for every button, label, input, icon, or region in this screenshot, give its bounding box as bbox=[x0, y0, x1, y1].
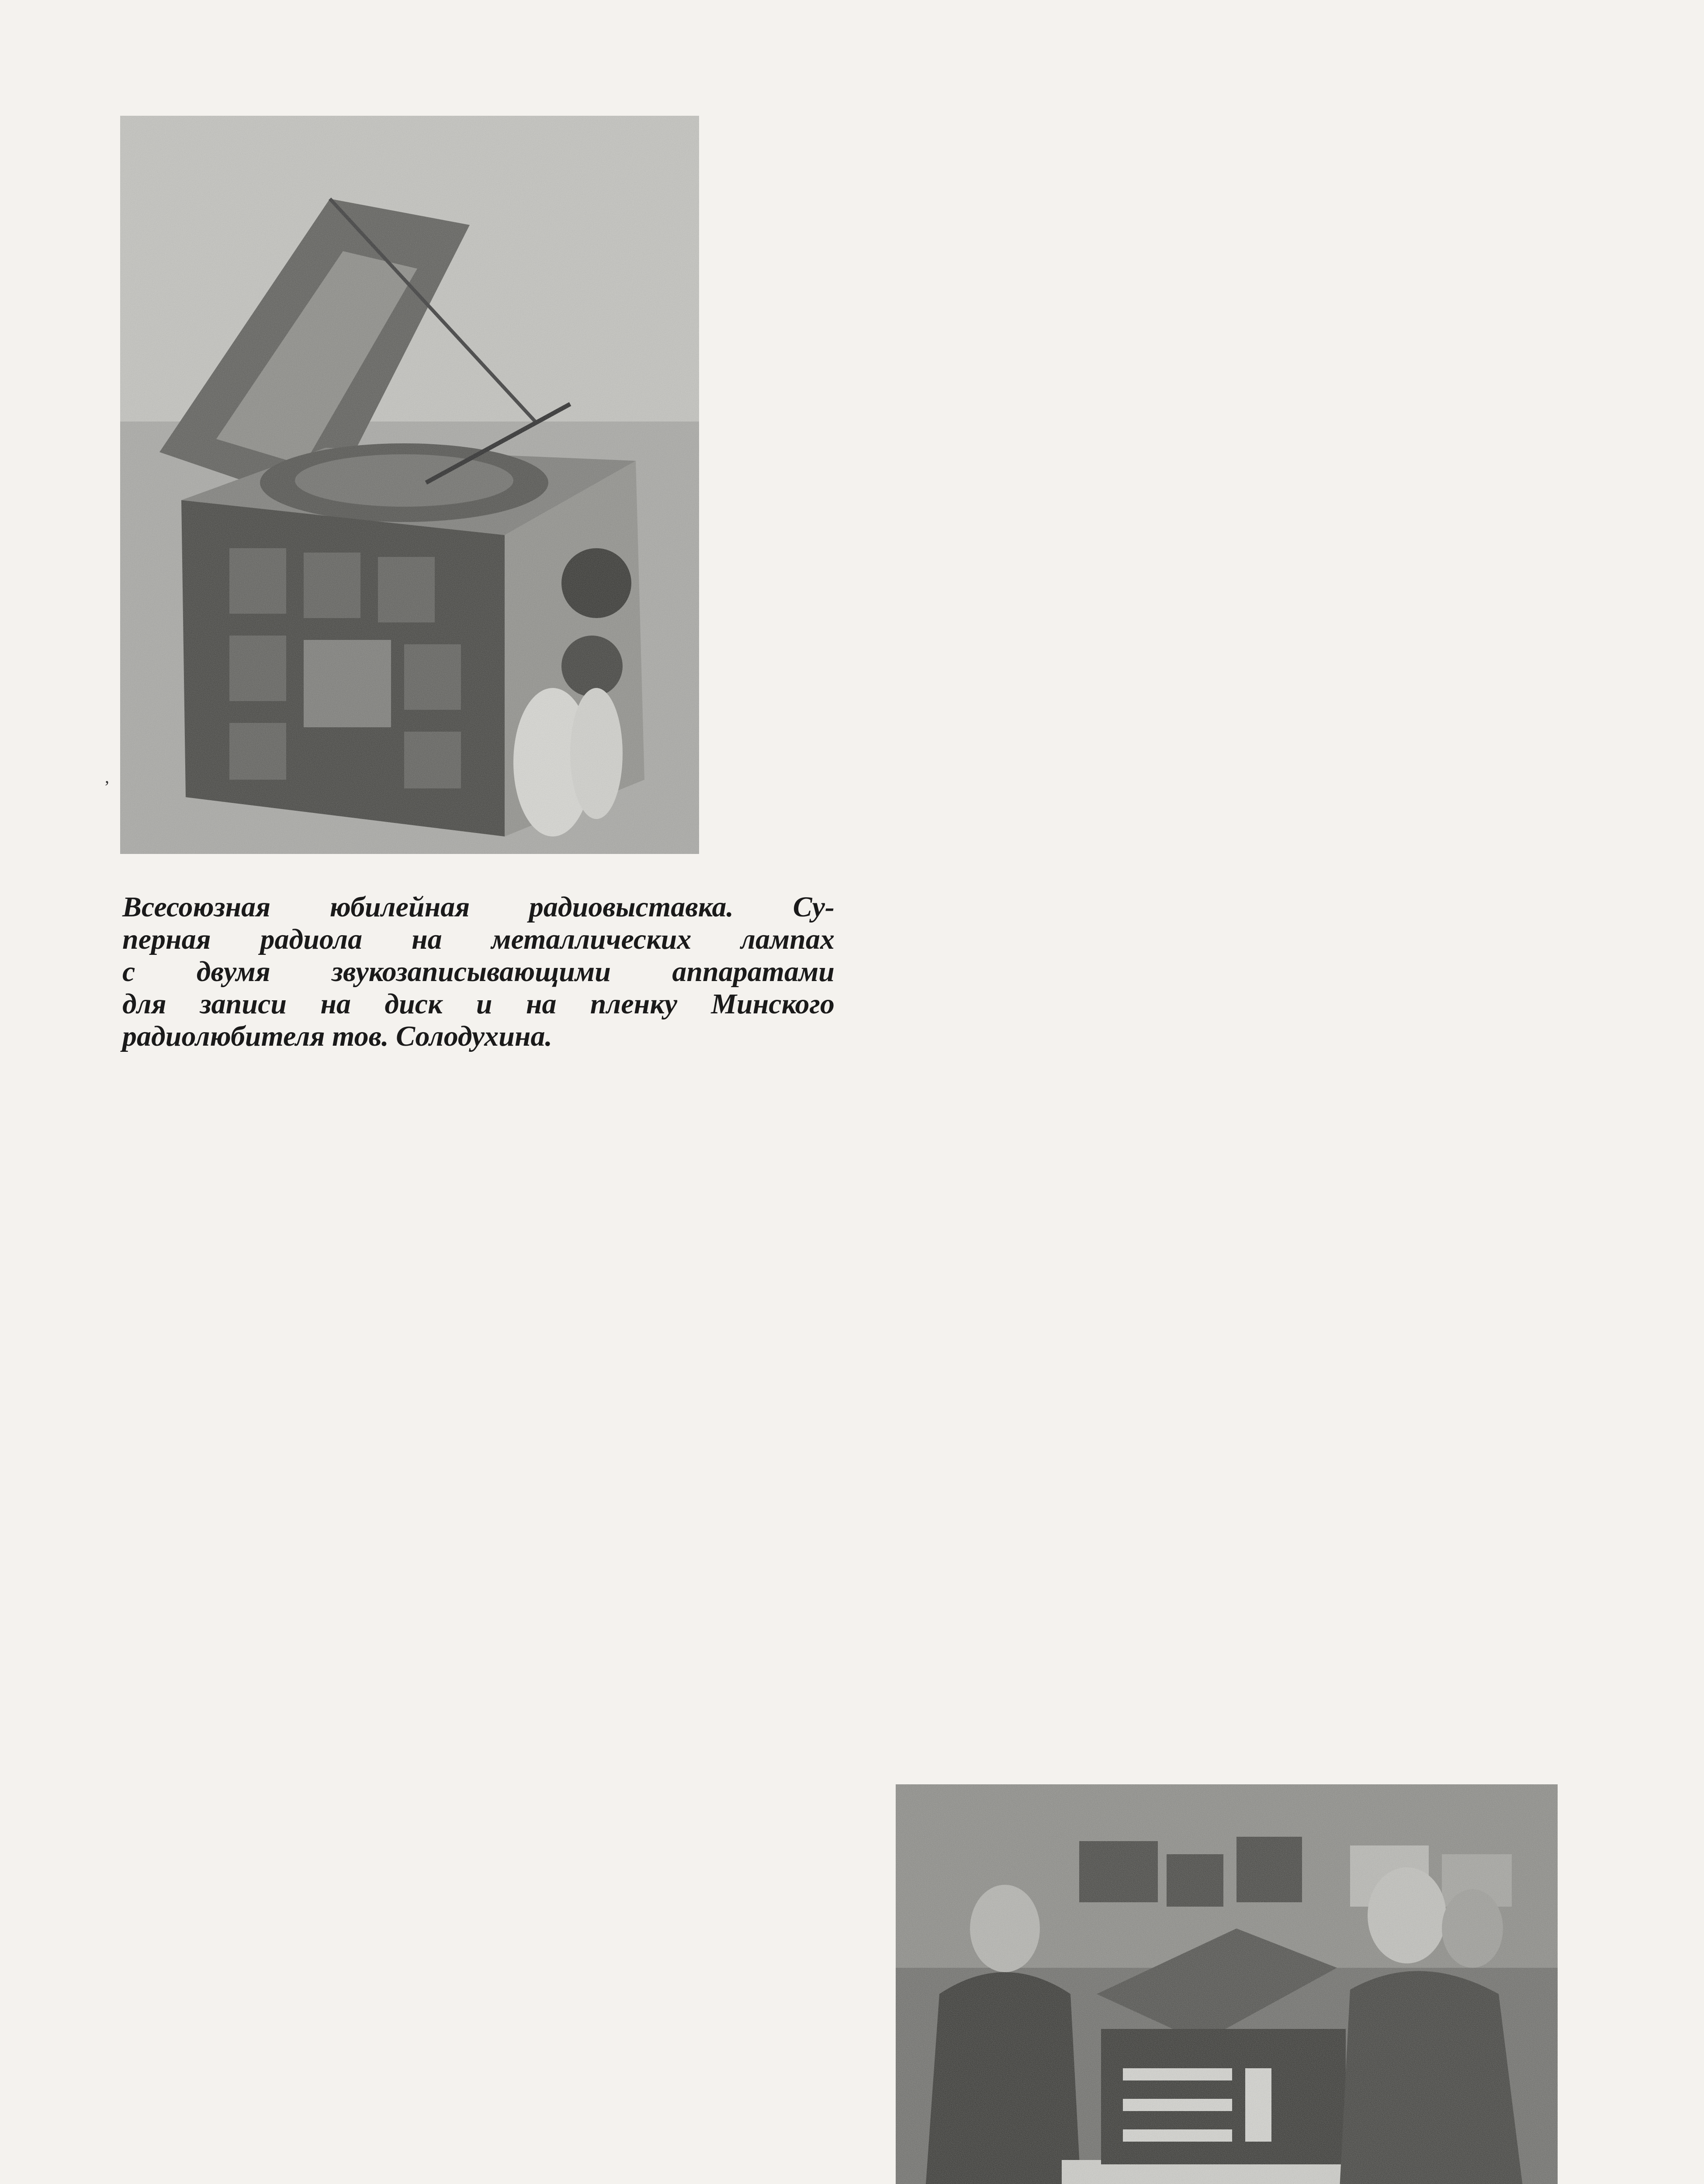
caption-line: Всесоюзная юбилейная радиовыставка. Су- bbox=[122, 891, 835, 923]
radiogram-photo bbox=[120, 116, 699, 854]
caption-radiogram bbox=[122, 891, 835, 1053]
caption-line: с двумя звукозаписывающими аппаратами bbox=[122, 956, 835, 988]
stray-mark: , bbox=[105, 767, 109, 787]
caption-line: радиолюбителя тов. Солодухина. bbox=[122, 1020, 553, 1052]
caption-line: перная радиола на металлических лампах bbox=[122, 923, 835, 955]
caption-line: для записи на диск и на пленку Минского bbox=[122, 988, 835, 1020]
exhibition-visitors-photo bbox=[896, 1784, 1558, 2184]
